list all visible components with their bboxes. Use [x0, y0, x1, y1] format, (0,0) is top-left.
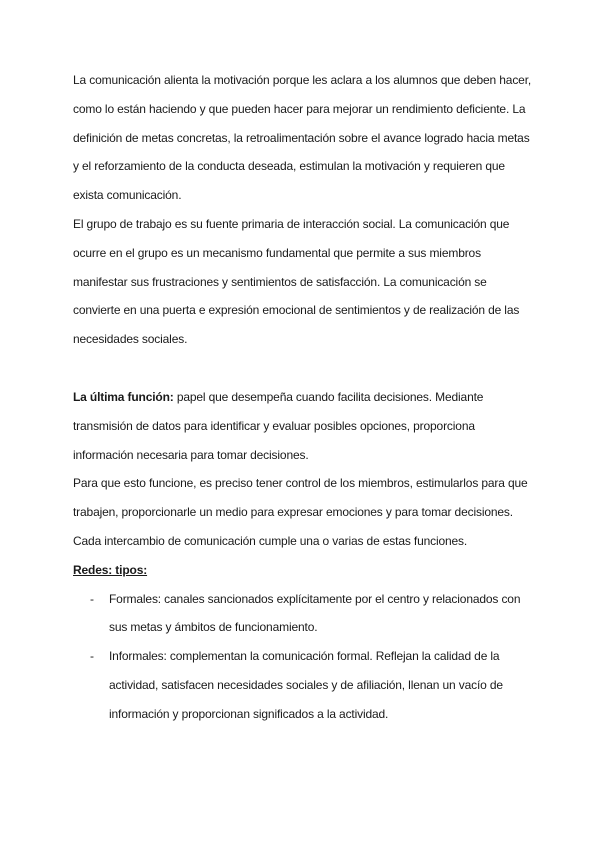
bullet-dash: - [90, 649, 94, 664]
list-item-text: Informales: complementan la comunicación formal. Reflejan la calidad de la actividad, satisfacen necesidades sociales y de afiliación, llenan un vacío de información y proporcionan significados a la actividad. [109, 649, 503, 721]
list-item-informales [73, 642, 533, 728]
paragraph-motivation: La comunicación alienta la motivación porque les aclara a los alumnos que deben hacer, como lo están haciendo y que pueden hacer para mejorar un rendimiento deficiente. La definición de metas concretas, la retroalimentación sobre el avance logrado hacia metas y el reforzamiento de la conducta deseada, estimulan la motivación y requieren que exista comunicación. [73, 73, 532, 203]
bullet-dash: - [90, 591, 94, 606]
list-item-text: Formales: canales sancionados explícitamente por el centro y relacionados con sus metas y ámbitos de funcionamiento. [109, 591, 521, 635]
paragraph-decision-function [73, 383, 533, 469]
list-item-formales [73, 585, 533, 643]
decision-function-text: papel que desempeña cuando facilita decisiones. Mediante transmisión de datos para identificar y evaluar posibles opciones, proporciona información necesaria para tomar decisiones. [73, 389, 484, 462]
paragraph-control: Para que esto funcione, es preciso tener control de los miembros, estimularlos para que trabajen, proporcionarle un medio para expresar emociones y para tomar decisiones. Cada intercambio de comunicación cumple una o varias de estas funciones. [73, 476, 528, 548]
section-heading-redes: Redes: tipos: [73, 562, 148, 577]
document-body [73, 66, 533, 729]
decision-function-label: La última función: [73, 389, 174, 404]
blank-line [73, 354, 533, 383]
network-types-list [73, 585, 533, 729]
paragraph-social-interaction: El grupo de trabajo es su fuente primaria de interacción social. La comunicación que ocurre en el grupo es un mecanismo fundamental que permite a sus miembros manifestar sus frustraciones y sentimientos de satisfacción. La comunicación se convierte en una puerta e expresión emocional de sentimientos y de realización de las necesidades sociales. [73, 216, 520, 347]
